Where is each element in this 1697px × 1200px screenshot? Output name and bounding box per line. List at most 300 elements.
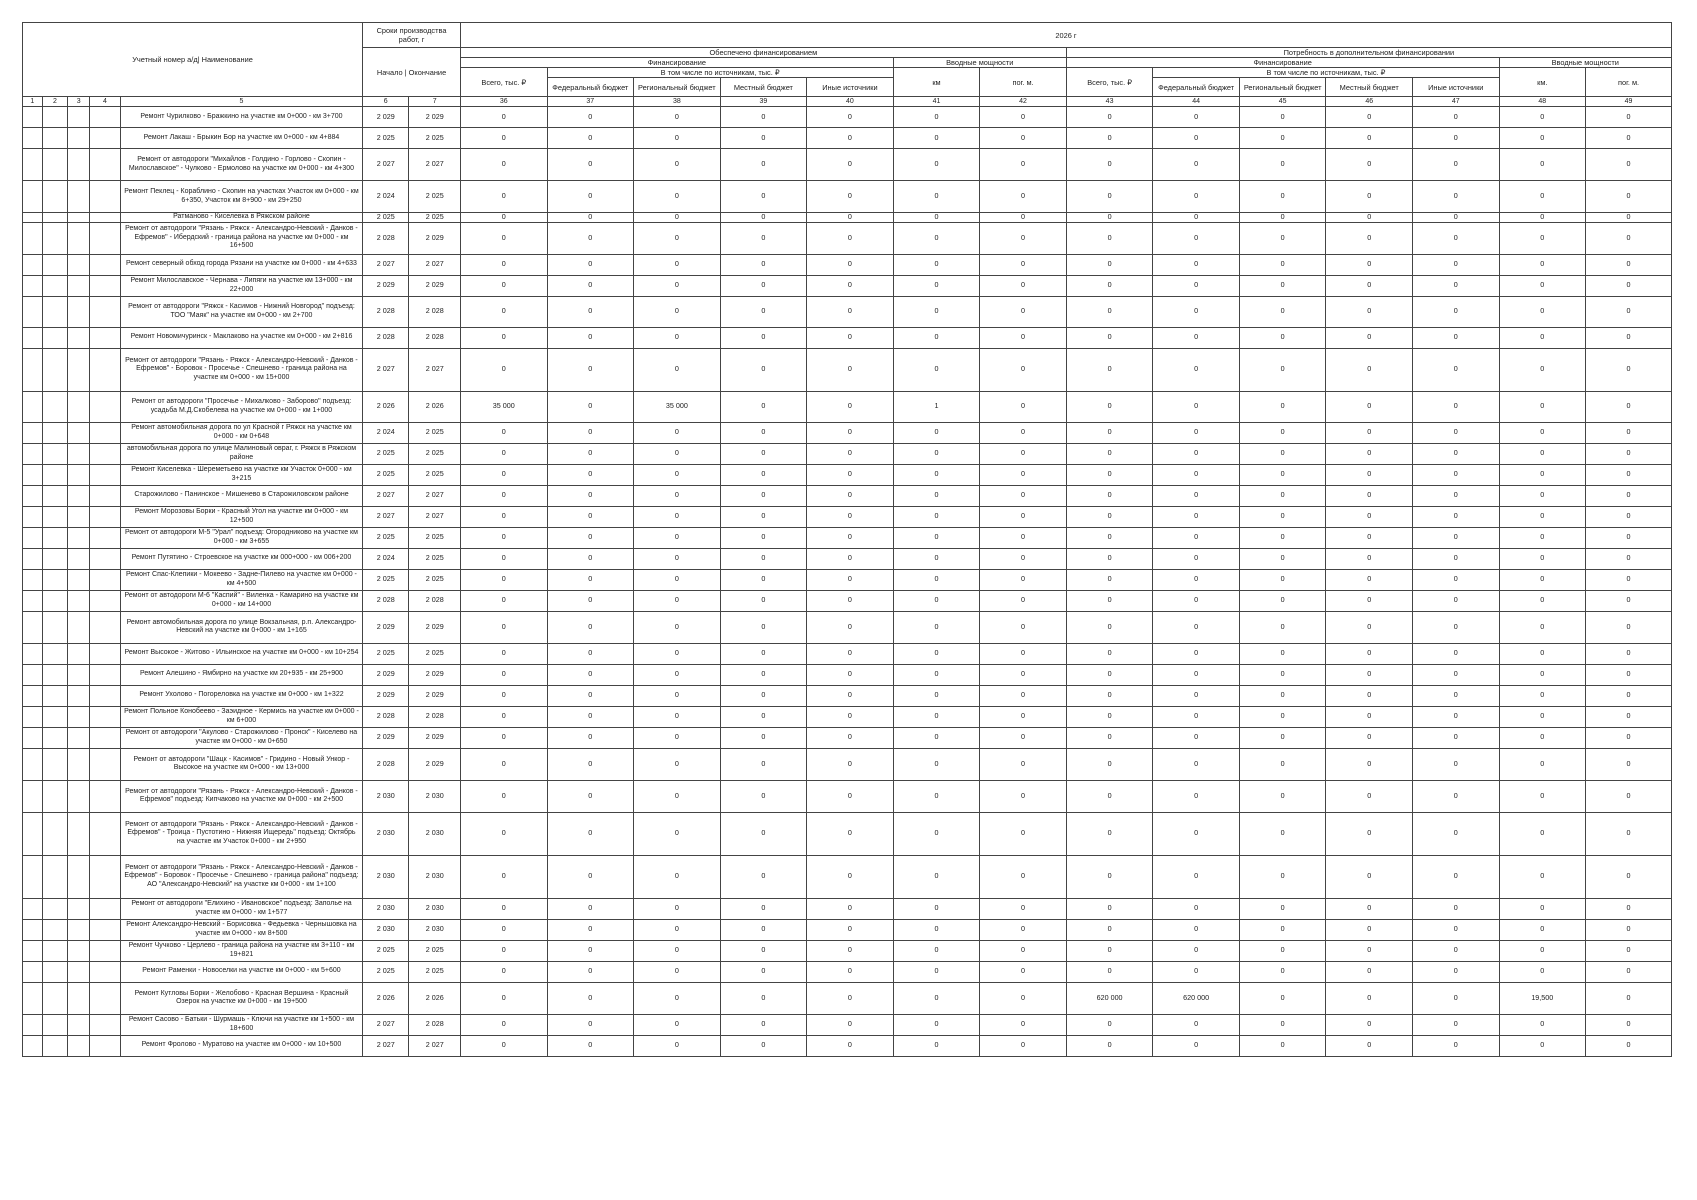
value-cell: 0 (1326, 296, 1413, 327)
value-cell: 0 (460, 128, 547, 149)
value-cell: 0 (720, 391, 807, 422)
row-empty-cell (23, 569, 43, 590)
value-cell: 0 (893, 254, 980, 275)
value-cell: 0 (807, 1014, 894, 1035)
row-empty-cell (23, 780, 43, 812)
table-row (23, 443, 1672, 464)
start-year-cell: 2 024 (363, 422, 409, 443)
value-cell: 0 (720, 1035, 807, 1056)
value-cell: 0 (1239, 780, 1326, 812)
row-empty-cell (89, 590, 120, 611)
value-cell: 0 (980, 464, 1067, 485)
value-cell: 0 (1066, 527, 1153, 548)
value-cell: 0 (1326, 780, 1413, 812)
value-cell: 0 (460, 348, 547, 391)
value-cell: 0 (1153, 128, 1240, 149)
value-cell: 0 (1499, 706, 1586, 727)
end-year-cell: 2 029 (409, 748, 461, 780)
value-cell: 0 (634, 181, 721, 213)
row-empty-cell (68, 181, 90, 213)
row-empty-cell (23, 506, 43, 527)
column-index: 45 (1239, 97, 1326, 107)
table-row (23, 327, 1672, 348)
value-cell: 0 (1326, 706, 1413, 727)
header-capacities-secured: Вводные мощности (893, 58, 1066, 68)
table-row (23, 348, 1672, 391)
header-secured: Обеспечено финансированием (460, 48, 1066, 58)
value-cell: 0 (1326, 222, 1413, 254)
value-cell: 0 (1499, 254, 1586, 275)
value-cell: 0 (460, 855, 547, 898)
row-empty-cell (89, 685, 120, 706)
row-empty-cell (89, 527, 120, 548)
value-cell: 0 (893, 548, 980, 569)
start-year-cell: 2 025 (363, 213, 409, 223)
value-cell: 0 (460, 643, 547, 664)
value-cell: 0 (1153, 275, 1240, 296)
column-index: 44 (1153, 97, 1240, 107)
value-cell: 0 (547, 348, 634, 391)
value-cell: 0 (1066, 780, 1153, 812)
value-cell: 0 (547, 1014, 634, 1035)
value-cell: 0 (1412, 422, 1499, 443)
column-index-row (23, 97, 1672, 107)
value-cell: 0 (1586, 422, 1672, 443)
end-year-cell: 2 029 (409, 611, 461, 643)
value-cell: 0 (1326, 919, 1413, 940)
value-cell: 0 (980, 590, 1067, 611)
value-cell: 0 (720, 422, 807, 443)
start-year-cell: 2 027 (363, 1035, 409, 1056)
value-cell: 0 (720, 812, 807, 855)
value-cell: 0 (980, 898, 1067, 919)
value-cell: 0 (720, 919, 807, 940)
value-cell: 0 (720, 275, 807, 296)
row-empty-cell (89, 548, 120, 569)
row-empty-cell (89, 643, 120, 664)
value-cell: 0 (634, 706, 721, 727)
table-row (23, 181, 1672, 213)
value-cell: 0 (807, 527, 894, 548)
row-empty-cell (23, 327, 43, 348)
table-row (23, 128, 1672, 149)
value-cell: 0 (720, 855, 807, 898)
value-cell: 0 (807, 506, 894, 527)
value-cell: 0 (980, 254, 1067, 275)
value-cell: 0 (460, 919, 547, 940)
header-total-need: Всего, тыс. ₽ (1066, 68, 1153, 97)
value-cell: 0 (1066, 222, 1153, 254)
table-row (23, 275, 1672, 296)
value-cell: 0 (720, 780, 807, 812)
value-cell: 0 (1412, 664, 1499, 685)
value-cell: 0 (1499, 464, 1586, 485)
value-cell: 0 (720, 961, 807, 982)
row-empty-cell (23, 1014, 43, 1035)
start-year-cell: 2 030 (363, 812, 409, 855)
value-cell: 0 (547, 664, 634, 685)
value-cell: 0 (1499, 664, 1586, 685)
value-cell: 0 (634, 275, 721, 296)
row-empty-cell (23, 919, 43, 940)
road-name-cell: Ремонт от автодороги "Акулово - Старожилово - Пронск" - Киселево на участке км 0+000 - км 0+650 (120, 727, 362, 748)
value-cell: 0 (1239, 181, 1326, 213)
table-body (23, 107, 1672, 1057)
value-cell: 0 (1153, 812, 1240, 855)
row-empty-cell (68, 464, 90, 485)
end-year-cell: 2 028 (409, 706, 461, 727)
end-year-cell: 2 030 (409, 898, 461, 919)
value-cell: 0 (547, 727, 634, 748)
row-empty-cell (68, 590, 90, 611)
value-cell: 0 (1586, 706, 1672, 727)
value-cell: 0 (1412, 685, 1499, 706)
start-year-cell: 2 028 (363, 748, 409, 780)
value-cell: 0 (1239, 506, 1326, 527)
value-cell: 0 (720, 527, 807, 548)
value-cell: 0 (547, 685, 634, 706)
value-cell: 0 (807, 107, 894, 128)
value-cell: 0 (1066, 485, 1153, 506)
value-cell: 0 (1153, 149, 1240, 181)
value-cell: 0 (1066, 898, 1153, 919)
start-year-cell: 2 029 (363, 275, 409, 296)
value-cell: 0 (1326, 1014, 1413, 1035)
value-cell: 0 (807, 748, 894, 780)
column-index: 38 (634, 97, 721, 107)
value-cell: 0 (1326, 506, 1413, 527)
value-cell: 0 (460, 748, 547, 780)
row-empty-cell (42, 222, 68, 254)
value-cell: 0 (547, 422, 634, 443)
value-cell: 0 (807, 855, 894, 898)
value-cell: 0 (1066, 443, 1153, 464)
end-year-cell: 2 027 (409, 485, 461, 506)
table-row (23, 664, 1672, 685)
value-cell: 0 (807, 548, 894, 569)
table-row (23, 780, 1672, 812)
value-cell: 0 (720, 940, 807, 961)
value-cell: 0 (1412, 961, 1499, 982)
value-cell: 0 (1153, 506, 1240, 527)
end-year-cell: 2 030 (409, 919, 461, 940)
road-name-cell: Ремонт автомобильная дорога по улице Вокзальная, р.п. Александро-Невский на участке км 0+000 - км 1+165 (120, 611, 362, 643)
value-cell: 0 (1153, 961, 1240, 982)
row-empty-cell (23, 422, 43, 443)
end-year-cell: 2 025 (409, 940, 461, 961)
road-name-cell: Ремонт от автодороги "Просечье - Михалково - Заборово" подъезд: усадьба М.Д.Скобелева на участке км 0+000 - км 1+000 (120, 391, 362, 422)
value-cell: 0 (460, 296, 547, 327)
row-empty-cell (42, 213, 68, 223)
header-incl-sources-secured: В том числе по источникам, тыс. ₽ (547, 68, 893, 78)
value-cell: 0 (1066, 940, 1153, 961)
value-cell: 0 (893, 706, 980, 727)
value-cell: 0 (1326, 391, 1413, 422)
row-empty-cell (89, 296, 120, 327)
value-cell: 0 (1066, 611, 1153, 643)
value-cell: 0 (1239, 812, 1326, 855)
value-cell: 0 (634, 940, 721, 961)
value-cell: 0 (720, 506, 807, 527)
row-empty-cell (42, 296, 68, 327)
value-cell: 0 (720, 611, 807, 643)
value-cell: 0 (980, 485, 1067, 506)
row-empty-cell (89, 611, 120, 643)
row-empty-cell (68, 569, 90, 590)
road-name-cell: Ремонт Фролово - Муратово на участке км 0+000 - км 10+500 (120, 1035, 362, 1056)
row-empty-cell (68, 296, 90, 327)
value-cell: 0 (634, 982, 721, 1014)
header-km-need: км. (1499, 68, 1586, 97)
end-year-cell: 2 025 (409, 464, 461, 485)
value-cell: 35 000 (460, 391, 547, 422)
table-row (23, 149, 1672, 181)
row-empty-cell (89, 940, 120, 961)
start-year-cell: 2 027 (363, 254, 409, 275)
header-local-need: Местный бюджет (1326, 78, 1413, 97)
value-cell: 0 (893, 149, 980, 181)
value-cell: 0 (547, 327, 634, 348)
row-empty-cell (68, 961, 90, 982)
value-cell: 0 (893, 327, 980, 348)
value-cell: 0 (1066, 107, 1153, 128)
value-cell: 0 (547, 527, 634, 548)
value-cell: 0 (893, 855, 980, 898)
value-cell: 0 (807, 727, 894, 748)
value-cell: 0 (1326, 327, 1413, 348)
table-row (23, 685, 1672, 706)
value-cell: 0 (1066, 275, 1153, 296)
row-empty-cell (89, 254, 120, 275)
value-cell: 0 (460, 780, 547, 812)
row-empty-cell (89, 181, 120, 213)
value-cell: 0 (1066, 590, 1153, 611)
road-name-cell: Ремонт Александро-Невский - Борисовка - Федьевка - Чернышовка на участке км 0+000 - км 8+500 (120, 919, 362, 940)
row-empty-cell (89, 443, 120, 464)
value-cell: 0 (980, 296, 1067, 327)
value-cell: 0 (547, 898, 634, 919)
value-cell: 0 (634, 590, 721, 611)
row-empty-cell (89, 213, 120, 223)
value-cell: 0 (980, 1014, 1067, 1035)
row-empty-cell (42, 327, 68, 348)
value-cell: 0 (547, 812, 634, 855)
end-year-cell: 2 028 (409, 1014, 461, 1035)
value-cell: 0 (893, 685, 980, 706)
row-empty-cell (68, 611, 90, 643)
row-empty-cell (23, 611, 43, 643)
column-index: 37 (547, 97, 634, 107)
start-year-cell: 2 027 (363, 149, 409, 181)
value-cell: 0 (1239, 348, 1326, 391)
row-empty-cell (23, 485, 43, 506)
table-row (23, 982, 1672, 1014)
value-cell: 0 (1153, 181, 1240, 213)
value-cell: 0 (893, 222, 980, 254)
value-cell: 0 (807, 961, 894, 982)
value-cell: 0 (1412, 149, 1499, 181)
value-cell: 0 (634, 961, 721, 982)
start-year-cell: 2 029 (363, 727, 409, 748)
header-terms: Сроки производства работ, г (363, 23, 461, 48)
start-year-cell: 2 025 (363, 961, 409, 982)
value-cell: 0 (980, 611, 1067, 643)
column-index: 4 (89, 97, 120, 107)
row-empty-cell (23, 296, 43, 327)
value-cell: 0 (634, 222, 721, 254)
row-empty-cell (89, 149, 120, 181)
row-empty-cell (23, 685, 43, 706)
row-empty-cell (42, 443, 68, 464)
row-empty-cell (68, 685, 90, 706)
row-empty-cell (42, 706, 68, 727)
value-cell: 0 (547, 919, 634, 940)
table-row (23, 213, 1672, 223)
value-cell: 0 (1412, 391, 1499, 422)
table-row (23, 422, 1672, 443)
row-empty-cell (23, 107, 43, 128)
value-cell: 0 (1499, 590, 1586, 611)
value-cell: 0 (720, 748, 807, 780)
value-cell: 0 (1153, 107, 1240, 128)
value-cell: 0 (807, 327, 894, 348)
value-cell: 0 (1499, 275, 1586, 296)
value-cell: 0 (634, 1035, 721, 1056)
start-year-cell: 2 028 (363, 327, 409, 348)
value-cell: 0 (460, 611, 547, 643)
row-empty-cell (89, 982, 120, 1014)
start-year-cell: 2 029 (363, 107, 409, 128)
value-cell: 0 (1586, 391, 1672, 422)
value-cell: 0 (1499, 569, 1586, 590)
value-cell: 0 (1499, 727, 1586, 748)
value-cell: 0 (980, 569, 1067, 590)
value-cell: 0 (980, 275, 1067, 296)
value-cell: 0 (634, 611, 721, 643)
start-year-cell: 2 027 (363, 506, 409, 527)
column-index: 6 (363, 97, 409, 107)
value-cell: 0 (893, 527, 980, 548)
row-empty-cell (89, 748, 120, 780)
row-empty-cell (68, 1035, 90, 1056)
end-year-cell: 2 025 (409, 422, 461, 443)
value-cell: 0 (720, 443, 807, 464)
value-cell: 0 (547, 254, 634, 275)
row-empty-cell (23, 443, 43, 464)
value-cell: 0 (1586, 1014, 1672, 1035)
row-empty-cell (23, 855, 43, 898)
row-empty-cell (68, 213, 90, 223)
row-empty-cell (68, 855, 90, 898)
value-cell: 0 (720, 1014, 807, 1035)
value-cell: 0 (1586, 569, 1672, 590)
row-empty-cell (68, 327, 90, 348)
value-cell: 0 (547, 275, 634, 296)
row-empty-cell (42, 275, 68, 296)
row-empty-cell (68, 706, 90, 727)
end-year-cell: 2 029 (409, 685, 461, 706)
value-cell: 0 (980, 327, 1067, 348)
value-cell: 0 (1326, 443, 1413, 464)
value-cell: 0 (980, 685, 1067, 706)
start-year-cell: 2 027 (363, 348, 409, 391)
end-year-cell: 2 027 (409, 254, 461, 275)
value-cell: 0 (1499, 961, 1586, 982)
value-cell: 0 (1239, 569, 1326, 590)
column-index: 3 (68, 97, 90, 107)
row-empty-cell (23, 643, 43, 664)
value-cell: 0 (1153, 485, 1240, 506)
end-year-cell: 2 030 (409, 780, 461, 812)
value-cell: 0 (980, 506, 1067, 527)
value-cell: 0 (460, 327, 547, 348)
value-cell: 0 (1326, 664, 1413, 685)
value-cell: 0 (1412, 748, 1499, 780)
road-name-cell: Ремонт Чурилково - Бражкино на участке км 0+000 - км 3+700 (120, 107, 362, 128)
table-row (23, 590, 1672, 611)
value-cell: 0 (1066, 296, 1153, 327)
value-cell: 0 (547, 443, 634, 464)
value-cell: 0 (1412, 506, 1499, 527)
row-empty-cell (42, 961, 68, 982)
start-year-cell: 2 026 (363, 391, 409, 422)
value-cell: 0 (720, 327, 807, 348)
value-cell: 0 (460, 982, 547, 1014)
value-cell: 0 (460, 527, 547, 548)
value-cell: 0 (807, 485, 894, 506)
value-cell: 0 (1066, 855, 1153, 898)
header-financing-need: Финансирование (1066, 58, 1499, 68)
row-empty-cell (89, 107, 120, 128)
table-row (23, 222, 1672, 254)
value-cell: 0 (720, 643, 807, 664)
value-cell: 0 (893, 611, 980, 643)
value-cell: 0 (634, 485, 721, 506)
value-cell: 0 (1239, 940, 1326, 961)
value-cell: 0 (634, 748, 721, 780)
value-cell: 0 (720, 685, 807, 706)
value-cell: 0 (634, 1014, 721, 1035)
table-row (23, 1014, 1672, 1035)
value-cell: 0 (460, 548, 547, 569)
column-index: 5 (120, 97, 362, 107)
value-cell: 0 (547, 940, 634, 961)
value-cell: 0 (1586, 982, 1672, 1014)
row-empty-cell (42, 982, 68, 1014)
value-cell: 0 (1066, 128, 1153, 149)
row-empty-cell (23, 664, 43, 685)
value-cell: 0 (547, 181, 634, 213)
value-cell: 0 (1326, 485, 1413, 506)
value-cell: 0 (1153, 391, 1240, 422)
value-cell: 0 (460, 149, 547, 181)
value-cell: 0 (1153, 548, 1240, 569)
value-cell: 0 (1239, 748, 1326, 780)
value-cell: 0 (893, 961, 980, 982)
road-name-cell: Ремонт Польное Конобеево - Заэидное - Кермись на участке км 0+000 - км 6+000 (120, 706, 362, 727)
value-cell: 0 (547, 780, 634, 812)
row-empty-cell (68, 898, 90, 919)
road-name-cell: Ремонт Киселевка - Шереметьево на участке км Участок 0+000 - км 3+215 (120, 464, 362, 485)
value-cell: 0 (1499, 685, 1586, 706)
road-name-cell: Ремонт Новомичуринск - Маклаково на участке км 0+000 - км 2+816 (120, 327, 362, 348)
row-empty-cell (68, 443, 90, 464)
value-cell: 0 (634, 213, 721, 223)
table-row (23, 254, 1672, 275)
road-name-cell: Ремонт от автодороги М-5 "Урал" подъезд: Огородниково на участке км 0+000 - км 3+655 (120, 527, 362, 548)
value-cell: 0 (1153, 940, 1240, 961)
value-cell: 0 (1499, 391, 1586, 422)
